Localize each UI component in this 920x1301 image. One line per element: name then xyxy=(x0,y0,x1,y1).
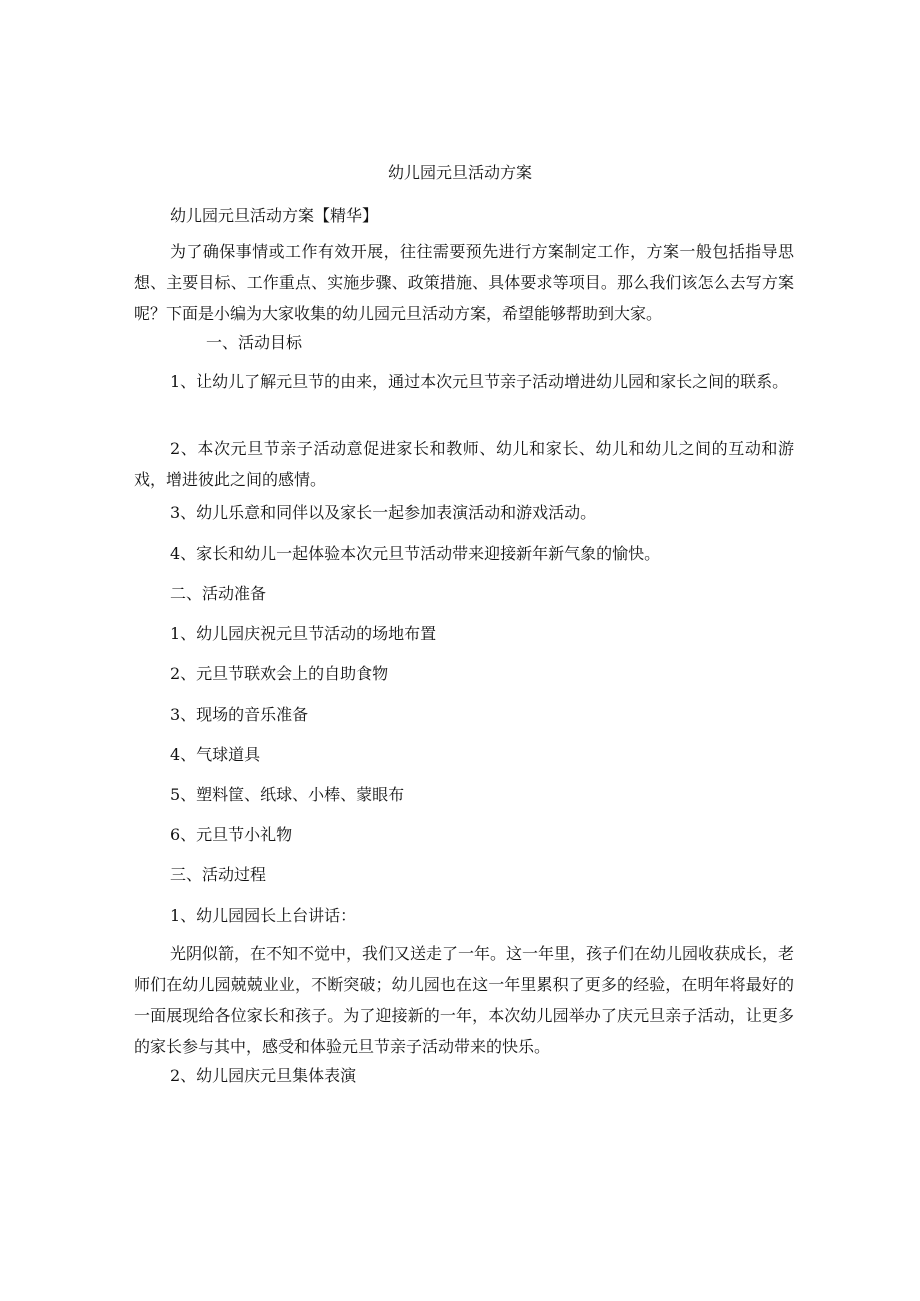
goal-item-3: 3、幼儿乐意和同伴以及家长一起参加表演活动和游戏活动。 xyxy=(170,503,597,522)
prep-item-5: 5、塑料筐、纸球、小棒、蒙眼布 xyxy=(170,785,405,804)
goal-item-1: 1、让幼儿了解元旦节的由来，通过本次元旦节亲子活动增进幼儿园和家长之间的联系。 xyxy=(170,372,789,391)
speech-paragraph: 光阴似箭，在不知不觉中，我们又送走了一年。这一年里，孩子们在幼儿园收获成长，老师们在幼儿园兢兢业业，不断突破；幼儿园也在这一年里累积了更多的经验，在明年将最好的一面展现给各位家长和孩子。为了迎接新的一年，本次幼儿园举办了庆元旦亲子活动，让更多的家长参与其中，感受和体验元旦节亲子活动带来的快乐。 xyxy=(134,944,795,1056)
section-heading-goals: 一、活动目标 xyxy=(206,333,303,352)
goal-item-2: 2、本次元旦节亲子活动意促进家长和教师、幼儿和家长、幼儿和幼儿之间的互动和游戏，增进彼此之间的感情。 xyxy=(134,439,794,489)
document-subtitle: 幼儿园元旦活动方案【精华】 xyxy=(170,206,379,225)
section-heading-process: 三、活动过程 xyxy=(170,865,267,884)
document-title: 幼儿园元旦活动方案 xyxy=(387,163,532,182)
prep-item-2: 2、元旦节联欢会上的自助食物 xyxy=(170,664,389,683)
prep-item-3: 3、现场的音乐准备 xyxy=(170,705,309,724)
process-item-1: 1、幼儿园园长上台讲话： xyxy=(170,906,357,925)
process-item-2: 2、幼儿园庆元旦集体表演 xyxy=(170,1066,357,1085)
section-heading-preparation: 二、活动准备 xyxy=(170,584,267,603)
prep-item-6: 6、元旦节小礼物 xyxy=(170,825,293,844)
prep-item-4: 4、气球道具 xyxy=(170,745,261,764)
prep-item-1: 1、幼儿园庆祝元旦节活动的场地布置 xyxy=(170,624,437,643)
intro-paragraph: 为了确保事情或工作有效开展，往往需要预先进行方案制定工作，方案一般包括指导思想、主要目标、工作重点、实施步骤、政策措施、具体要求等项目。那么我们该怎么去写方案呢？下面是小编为大家收集的幼儿园元旦活动方案，希望能够帮助到大家。 xyxy=(134,242,794,323)
goal-item-4: 4、家长和幼儿一起体验本次元旦节活动带来迎接新年新气象的愉快。 xyxy=(170,544,661,563)
